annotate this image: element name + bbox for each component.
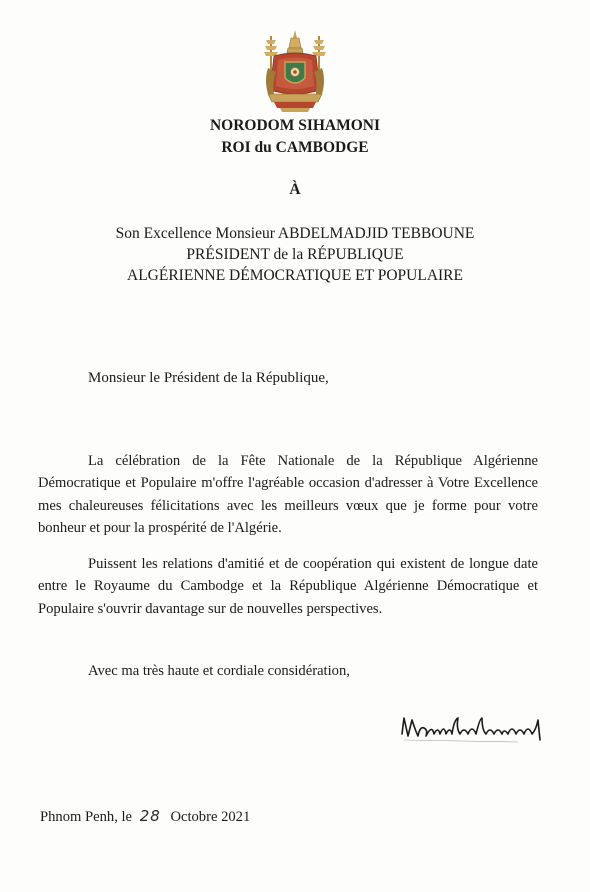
sender-name: NORODOM SIHAMONI <box>209 117 381 134</box>
date-month-year: Octobre 2021 <box>170 809 251 825</box>
sender-title: ROI du CAMBODGE <box>221 139 369 156</box>
royal-arms-of-cambodia-icon <box>258 28 332 114</box>
date-day-handwritten: 28 <box>139 807 161 825</box>
recipient-line-3: ALGÉRIENNE DÉMOCRATIQUE ET POPULAIRE <box>127 267 463 284</box>
date-line <box>40 806 250 827</box>
recipient-line-2: PRÉSIDENT de la RÉPUBLIQUE <box>186 246 404 263</box>
body-paragraph-2: Puissent les relations d'amitié et de coopération qui existent de longue date entre le Royaume du Cambodge et la République Algérienne Démocratique et Populaire s'ouvrir davantage sur de nouvelles perspectives. <box>38 556 538 617</box>
to-marker: À <box>289 181 301 198</box>
date-place: Phnom Penh, le <box>40 809 133 825</box>
salutation: Monsieur le Président de la République, <box>88 370 329 386</box>
recipient-line-1: Son Excellence Monsieur ABDELMADJID TEBBOUNE <box>115 225 475 242</box>
handwritten-signature-icon <box>398 712 546 748</box>
body-paragraph-1: La célébration de la Fête Nationale de la République Algérienne Démocratique et Populaire m'offre l'agréable occasion d'adresser à Votre Excellence mes chaleureuses félicitations avec les meilleurs vœux que je forme pour votre bonheur et pour la prospérité de l'Algérie. <box>38 453 538 536</box>
closing-line: Avec ma très haute et cordiale considération, <box>88 663 350 679</box>
